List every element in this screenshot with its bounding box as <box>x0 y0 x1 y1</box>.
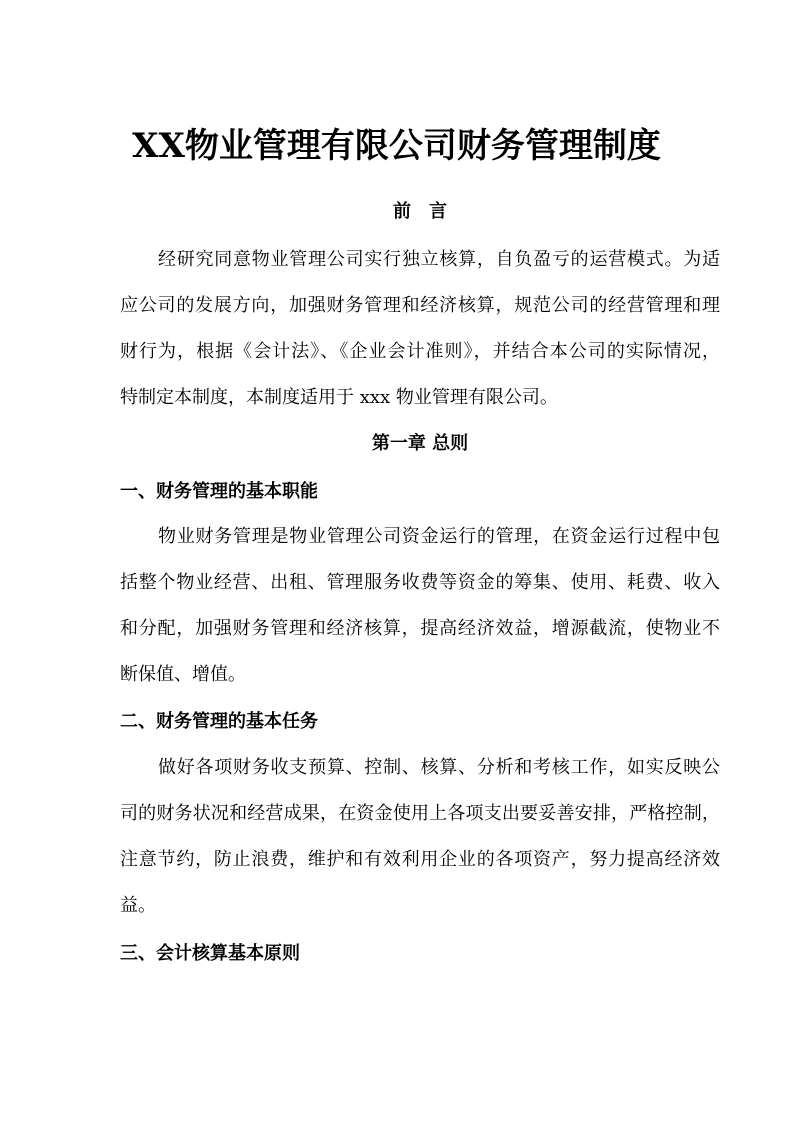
paragraph-line: 断保值、增值。 <box>120 664 246 685</box>
paragraph-line: 和分配，加强财务管理和经济核算，提高经济效益，增源截流，使物业不 <box>120 618 720 639</box>
chapter-heading: 第一章 总则 <box>371 433 469 454</box>
document-title: XX物业管理有限公司财务管理制度 <box>132 126 661 166</box>
paragraph-line: 括整个物业经营、出租、管理服务收费等资金的筹集、使用、耗费、收入 <box>120 572 720 593</box>
section-heading: 一、财务管理的基本职能 <box>120 481 318 502</box>
section-heading: 二、财务管理的基本任务 <box>120 711 318 732</box>
preface-paragraph <box>120 237 720 421</box>
paragraph-line: 物业财务管理是物业管理公司资金运行的管理，在资金运行过程中包 <box>158 526 720 547</box>
preface-heading: 前 言 <box>393 201 447 222</box>
section-paragraph <box>120 514 720 698</box>
paragraph-line: 注意节约，防止浪费，维护和有效利用企业的各项资产，努力提高经济效 <box>120 849 720 870</box>
paragraph-line: 益。 <box>120 895 156 916</box>
section-heading: 三、会计核算基本原则 <box>120 943 300 964</box>
paragraph-line: 做好各项财务收支预算、控制、核算、分析和考核工作，如实反映公 <box>158 757 720 778</box>
paragraph-line: 经研究同意物业管理公司实行独立核算，自负盈亏的运营模式。为适 <box>158 249 720 270</box>
paragraph-line: 财行为，根据《会计法》、《企业会计准则》，并结合本公司的实际情况， <box>120 341 720 362</box>
section-paragraph <box>120 745 720 929</box>
paragraph-line: 特制定本制度，本制度适用于 xxx 物业管理有限公司。 <box>120 387 558 408</box>
paragraph-line: 司的财务状况和经营成果，在资金使用上各项支出要妥善安排，严格控制， <box>120 803 720 824</box>
paragraph-line: 应公司的发展方向，加强财务管理和经济核算，规范公司的经营管理和理 <box>120 295 720 316</box>
